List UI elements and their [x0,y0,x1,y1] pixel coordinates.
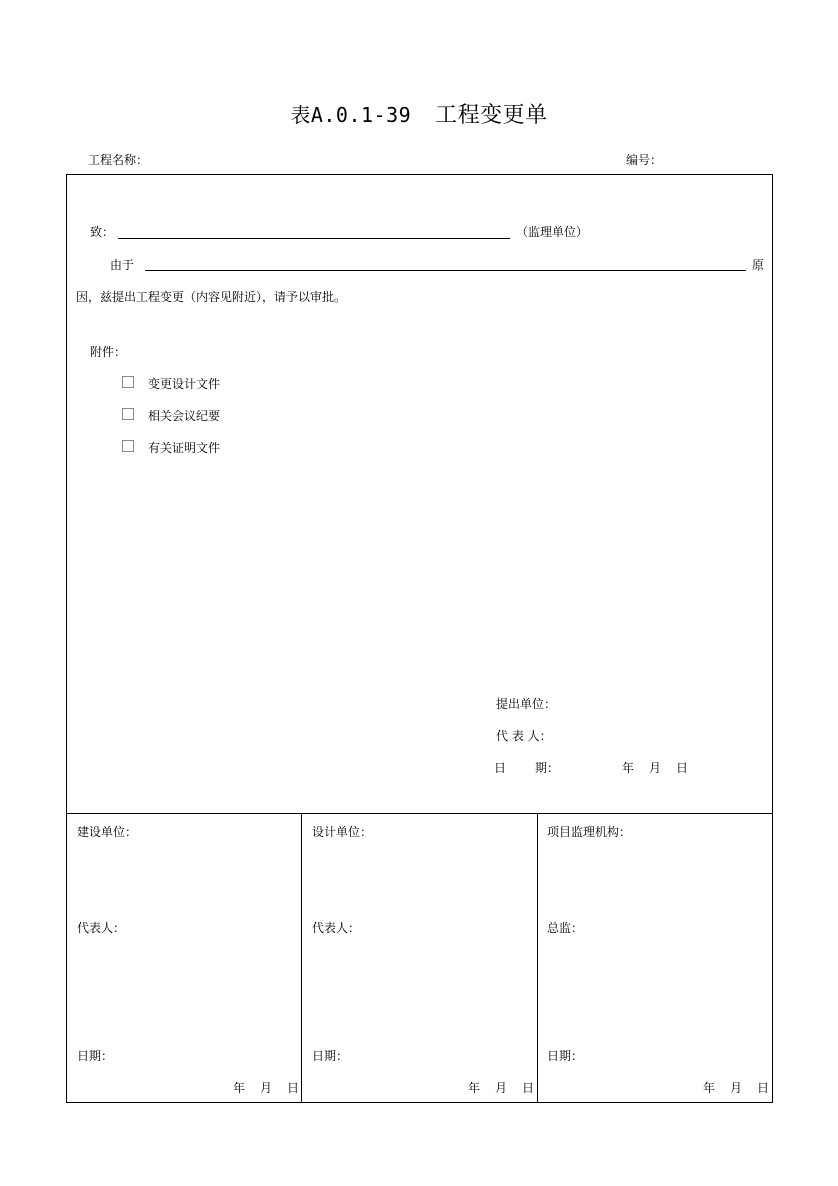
footer-col2-month: 月 [495,1081,508,1095]
project-name-label: 工程名称： [88,153,149,167]
attachment-item-2: 相关会议纪要 [148,409,221,423]
footer-divider-1 [301,814,302,1103]
form-code: 表A.0.1-39 [290,103,412,127]
to-label: 致： [90,225,115,239]
reason-underline[interactable] [145,270,746,271]
date-year: 年 [622,761,635,775]
section-divider [66,813,773,814]
footer-col3-date-label: 日期： [547,1049,584,1063]
form-title [0,98,838,129]
form-frame [66,174,773,1103]
attachment-checkbox-3[interactable] [122,440,134,452]
footer-col1-month: 月 [260,1081,273,1095]
submitting-unit-label: 提出单位： [496,697,557,711]
footer-col1-day: 日 [287,1081,300,1095]
request-text: 因，兹提出工程变更（内容见附近），请予以审批。 [76,290,347,304]
footer-col3-month: 月 [730,1081,743,1095]
reason-end-label: 原 [752,258,765,272]
footer-col3-day: 日 [757,1081,770,1095]
to-underline[interactable] [118,238,510,239]
footer-col1-year: 年 [233,1081,246,1095]
representative-label: 代 表 人： [496,729,552,743]
footer-col2-year: 年 [468,1081,481,1095]
attachment-checkbox-1[interactable] [122,376,134,388]
footer-divider-2 [537,814,538,1103]
footer-col2-date-label: 日期： [312,1049,349,1063]
footer-col3-unit-label: 项目监理机构： [547,825,632,839]
supervisor-unit-label: （监理单位） [516,225,589,239]
footer-col2-day: 日 [522,1081,535,1095]
date-month: 月 [649,761,662,775]
due-to-label: 由于 [110,258,135,272]
footer-col3-year: 年 [703,1081,716,1095]
footer-col2-person-label: 代表人： [312,921,361,935]
form-name: 工程变更单 [435,103,548,128]
footer-col3-person-label: 总监： [547,921,584,935]
attachments-label: 附件： [90,345,127,359]
footer-col2-unit-label: 设计单位： [312,825,373,839]
attachment-item-1: 变更设计文件 [148,377,221,391]
footer-col1-date-label: 日期： [77,1049,114,1063]
attachment-item-3: 有关证明文件 [148,441,221,455]
date-label-qi: 期： [535,761,560,775]
date-label-day-char: 日 [494,761,507,775]
date-day: 日 [676,761,689,775]
footer-col1-person-label: 代表人： [77,921,126,935]
number-label: 编号： [626,153,663,167]
footer-col1-unit-label: 建设单位： [77,825,138,839]
attachment-checkbox-2[interactable] [122,408,134,420]
